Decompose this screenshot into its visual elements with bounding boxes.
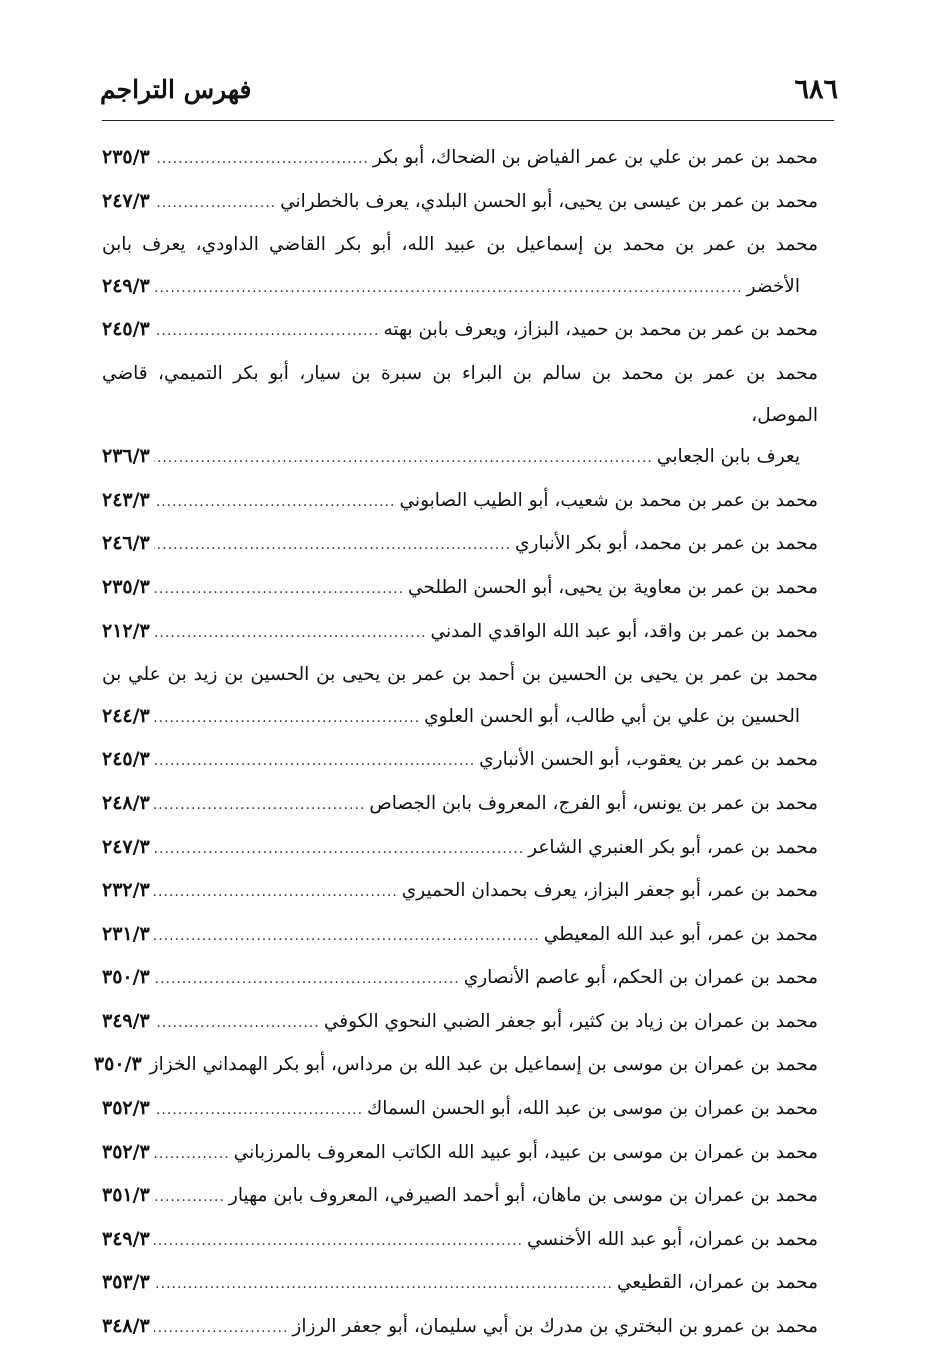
- index-entry: [102, 611, 818, 655]
- index-entry: [102, 914, 818, 958]
- volume-page-reference: ٣٤٨/٣: [102, 1315, 150, 1338]
- dot-leader: [154, 1177, 225, 1219]
- volume-page-reference: ٣٥٢/٣: [102, 1097, 150, 1120]
- header-divider: [102, 120, 834, 121]
- entry-name: محمد بن عمر بن محمد بن إسماعيل بن عبيد الله، أبو بكر القاضي الداودي، يعرف بابن: [102, 234, 818, 256]
- dot-leader: [154, 829, 524, 871]
- entry-continuation-line: [102, 436, 818, 480]
- volume-page-reference: ٣٥٠/٣: [93, 1053, 142, 1076]
- dot-leader: [154, 872, 398, 914]
- volume-page-reference: ٢٣٦/٣: [102, 445, 150, 468]
- entry-line: [102, 181, 818, 225]
- entry-name: محمد بن عمران بن موسى بن إسماعيل بن عبد الله بن مرداس، أبو بكر الهمداني الخزاز: [149, 1054, 818, 1076]
- index-entry: [102, 309, 818, 353]
- entry-name: محمد بن عمر بن يحيى بن الحسين بن أحمد بن عمر بن يحيى بن الحسين بن زيد بن علي بن: [102, 664, 818, 686]
- entry-line: [102, 654, 818, 696]
- entry-line: [102, 1262, 818, 1306]
- entry-name: محمد بن عمر بن محمد، أبو بكر الأنباري: [515, 533, 818, 555]
- entry-name: محمد بن عمران، أبو عبد الله الأخنسي: [526, 1228, 818, 1250]
- index-entry: [93, 1044, 818, 1088]
- entry-name: محمد بن عمر بن عيسى بن يحيى، أبو الحسن البلدي، يعرف بالخطراني: [280, 190, 818, 212]
- volume-page-reference: ٣٤٩/٣: [102, 1009, 150, 1032]
- dot-leader: [154, 613, 427, 655]
- entry-name: الأخضر: [746, 275, 800, 297]
- index-entry: [102, 1088, 818, 1132]
- volume-page-reference: ٢٤٧/٣: [102, 835, 150, 858]
- entry-name: محمد بن عمران بن زياد بن كثير، أبو جعفر الضبي النحوي الكوفي: [323, 1010, 818, 1032]
- volume-page-reference: ٣٥٢/٣: [102, 1140, 150, 1163]
- dot-leader: [154, 1221, 523, 1263]
- volume-page-reference: ٢١٢/٣: [102, 619, 150, 642]
- biography-index-list: [93, 137, 818, 1350]
- entry-name: محمد بن عمران بن موسى بن ماهان، أبو أحمد الصيرفي، المعروف بابن مهيار: [228, 1185, 818, 1207]
- index-entry: [102, 957, 818, 1001]
- entry-name: محمد بن عمر بن معاوية بن يحيى، أبو الحسن الطلحي: [408, 576, 818, 598]
- dot-leader: [154, 268, 743, 310]
- entry-line: [102, 957, 818, 1001]
- entry-name: محمد بن عمر بن محمد بن حميد، البزاز، ويعرف بابن بهته: [383, 319, 818, 341]
- entry-line: [102, 914, 818, 958]
- index-entry: [102, 739, 818, 783]
- dot-leader: [154, 311, 380, 353]
- dot-leader: [154, 785, 366, 827]
- volume-page-reference: ٢٤٩/٣: [102, 274, 150, 297]
- volume-page-reference: ٢٣٥/٣: [102, 575, 150, 598]
- entry-line: [102, 783, 818, 827]
- index-entry: [102, 1262, 818, 1306]
- index-entry: [102, 1132, 818, 1176]
- dot-leader: [154, 139, 369, 181]
- dot-leader: [154, 1264, 613, 1306]
- entry-name: محمد بن عمر، أبو عبد الله المعيطي: [543, 923, 818, 945]
- volume-page-reference: ٢٤٧/٣: [102, 189, 150, 212]
- entry-line: [102, 309, 818, 353]
- volume-page-reference: ٢٣٥/٣: [102, 146, 150, 168]
- index-entry: [102, 827, 818, 871]
- index-entry: [102, 1175, 818, 1219]
- entry-continuation-line: [102, 696, 818, 740]
- entry-line: [102, 870, 818, 914]
- volume-page-reference: ٢٤٥/٣: [102, 748, 150, 771]
- index-entry: [102, 1306, 818, 1350]
- index-entry: [102, 137, 818, 181]
- volume-page-reference: ٣٥٠/٣: [102, 966, 150, 989]
- entry-line: [102, 353, 818, 436]
- volume-page-reference: ٣٥٣/٣: [102, 1271, 150, 1294]
- entry-line: [102, 827, 818, 871]
- entry-line: [102, 1175, 818, 1219]
- volume-page-reference: ٢٤٤/٣: [102, 704, 150, 727]
- entry-name: يعرف بابن الجعابي: [656, 446, 800, 468]
- entry-continuation-line: [102, 266, 818, 310]
- volume-page-reference: ٢٤٣/٣: [102, 488, 150, 511]
- entry-line: [102, 739, 818, 783]
- volume-page-reference: ٢٣٢/٣: [102, 879, 150, 902]
- index-entry: [102, 480, 818, 524]
- index-entry: [102, 567, 818, 611]
- page-number: ٦٨٦: [794, 73, 838, 105]
- volume-page-reference: ٣٤٩/٣: [102, 1227, 150, 1250]
- entry-name: محمد بن عمر بن يونس، أبو الفرج، المعروف بابن الجصاص: [369, 792, 818, 814]
- dot-leader: [154, 1308, 289, 1350]
- dot-leader: [154, 569, 404, 611]
- index-entry: [102, 1219, 818, 1263]
- dot-leader: [154, 482, 396, 524]
- entry-line: [102, 137, 818, 181]
- dot-leader: [154, 959, 460, 1001]
- entry-name: محمد بن عمرو بن البختري بن مدرك بن أبي سليمان، أبو جعفر الرزاز: [292, 1316, 818, 1338]
- entry-line: [102, 480, 818, 524]
- index-entry: [102, 181, 818, 225]
- entry-name: محمد بن عمران بن موسى بن عبيد، أبو عبيد الله الكاتب المعروف بالمرزباني: [233, 1141, 818, 1163]
- index-entry: [102, 224, 818, 309]
- entry-line: [102, 224, 818, 266]
- entry-name: محمد بن عمر بن واقد، أبو عبد الله الواقدي المدني: [430, 620, 818, 642]
- entry-line: [102, 1132, 818, 1176]
- entry-line: [102, 1001, 818, 1045]
- volume-page-reference: ٢٤٥/٣: [102, 318, 150, 341]
- entry-name: محمد بن عمران بن موسى بن عبد الله، أبو الحسن السماك: [367, 1098, 818, 1120]
- index-entry: [102, 654, 818, 739]
- volume-page-reference: ٢٤٨/٣: [102, 791, 150, 814]
- dot-leader: [154, 1134, 230, 1176]
- index-entry: [102, 1001, 818, 1045]
- entry-name: محمد بن عمر بن علي بن عمر الفياض بن الضحاك، أبو بكر: [372, 147, 818, 168]
- entry-name: محمد بن عمر بن يعقوب، أبو الحسن الأنباري: [479, 749, 818, 771]
- index-entry: [102, 870, 818, 914]
- entry-line: [102, 1219, 818, 1263]
- page-header: [100, 64, 838, 114]
- entry-name: محمد بن عمران، القطيعي: [616, 1272, 818, 1294]
- dot-leader: [154, 741, 475, 783]
- entry-line: [102, 611, 818, 655]
- dot-leader: [154, 525, 511, 567]
- entry-name: محمد بن عمر بن محمد بن شعيب، أبو الطيب الصابوني: [399, 489, 818, 511]
- entry-line: [93, 1044, 818, 1088]
- dot-leader: [154, 698, 420, 740]
- entry-name: محمد بن عمران بن الحكم، أبو عاصم الأنصاري: [463, 967, 818, 989]
- entry-line: [102, 567, 818, 611]
- entry-name: محمد بن عمر، أبو بكر العنبري الشاعر: [528, 836, 818, 858]
- dot-leader: [154, 1090, 363, 1132]
- dot-leader: [154, 916, 540, 958]
- entry-line: [102, 523, 818, 567]
- volume-page-reference: ٢٣١/٣: [102, 922, 150, 945]
- entry-name: محمد بن عمر، أبو جعفر البزاز، يعرف بحمدان الحميري: [401, 880, 818, 902]
- entry-name: الحسين بن علي بن أبي طالب، أبو الحسن العلوي: [424, 705, 800, 727]
- volume-page-reference: ٢٤٦/٣: [102, 532, 150, 555]
- volume-page-reference: ٣٥١/٣: [102, 1184, 150, 1207]
- index-entry: [102, 353, 818, 480]
- entry-line: [102, 1306, 818, 1350]
- dot-leader: [154, 183, 276, 225]
- entry-line: [102, 1088, 818, 1132]
- dot-leader: [154, 438, 653, 480]
- dot-leader: [154, 1003, 320, 1045]
- running-title: فهرس التراجم: [100, 74, 252, 104]
- index-entry: [102, 783, 818, 827]
- index-entry: [102, 523, 818, 567]
- entry-name: محمد بن عمر بن محمد بن سالم بن البراء بن سبرة بن سيار، أبو بكر التميمي، قاضي الموصل،: [102, 362, 818, 426]
